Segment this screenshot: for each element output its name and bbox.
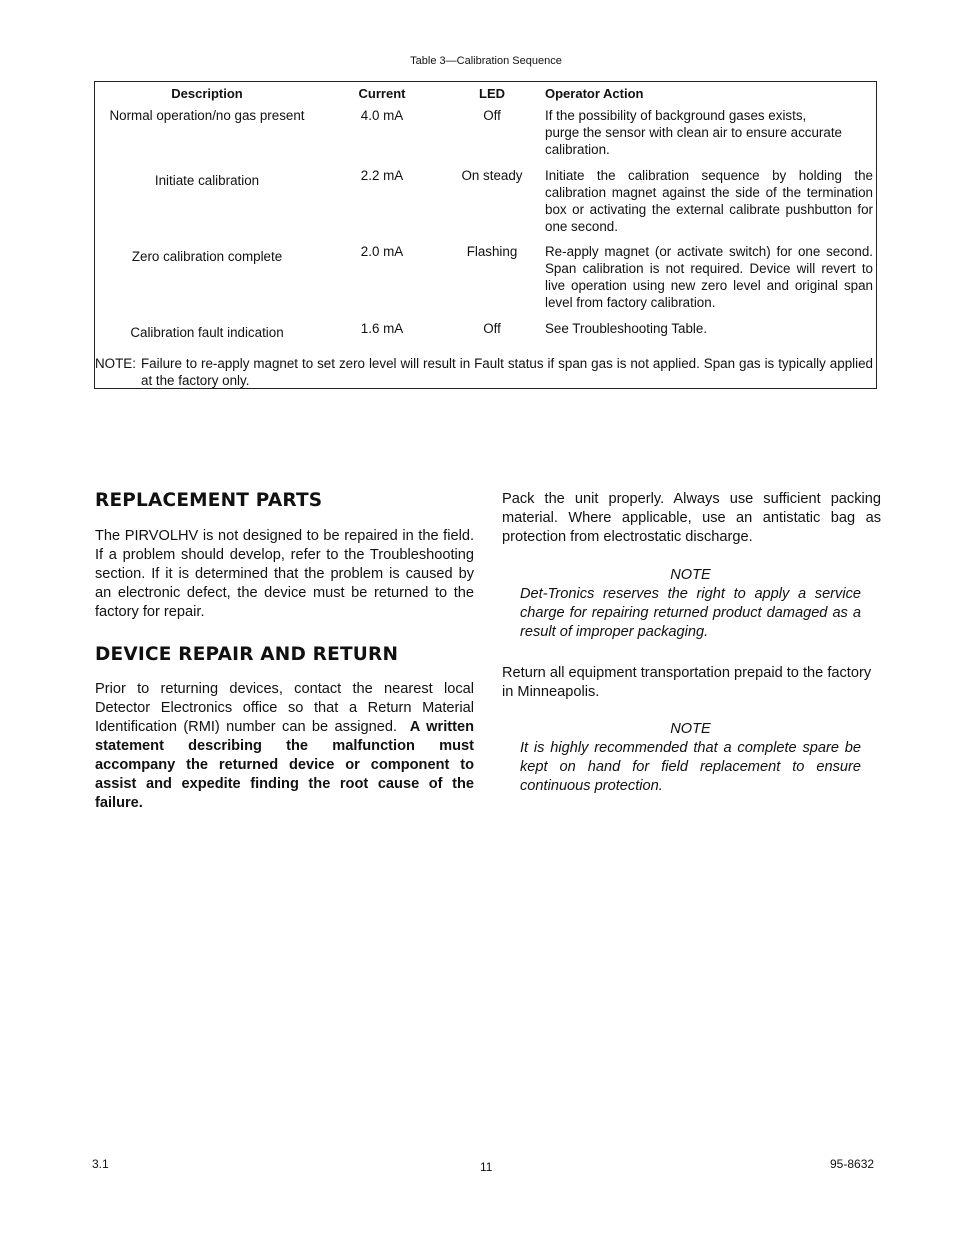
footer-document-number: 95-8632 xyxy=(830,1157,875,1171)
row1-action-line: calibration. xyxy=(545,142,610,157)
row1-led: Off xyxy=(483,108,501,123)
device-repair-bold-text: A written statement describing the malfunction must accompany the returned device or component to assist and expedite finding the root cause of the failure. xyxy=(95,719,475,811)
row1-operator-action xyxy=(545,107,873,158)
note-spare xyxy=(520,720,861,796)
row1-description: Normal operation/no gas present xyxy=(109,108,305,123)
note-body: Det-Tronics reserves the right to apply a service charge for repairing returned product damaged as a result of improper packaging. xyxy=(520,586,861,640)
note-packaging xyxy=(520,566,861,642)
row2-current: 2.2 mA xyxy=(360,168,404,183)
device-repair-text: Prior to returning devices, contact the nearest local Detector Electronics office so that a Return Material Identification (RMI) number can be assigned. xyxy=(95,681,474,735)
note-body: It is highly recommended that a complete spare be kept on hand for field replacement to ensure continuous protection. xyxy=(520,740,861,794)
return-paragraph: Return all equipment transportation prepaid to the factory in Minneapolis. xyxy=(502,665,872,700)
note-title: NOTE xyxy=(670,721,711,737)
table-note-label: NOTE: xyxy=(95,356,136,371)
packing-paragraph: Pack the unit properly. Always use sufficient packing material. Where applicable, use an antistatic bag as protection from electrostatic discharge. xyxy=(502,491,881,545)
row1-action-line: If the possibility of background gases exists, xyxy=(545,108,807,123)
row3-operator-action: Re-apply magnet (or activate switch) for one second. Span calibration is not required. Device will revert to live operation using new zero level and original span level from factory calibration. xyxy=(545,244,873,310)
footer-page-number: 11 xyxy=(480,1160,493,1174)
calibration-sequence-table xyxy=(94,81,877,389)
header-description: Description xyxy=(171,86,243,101)
replacement-parts-heading: REPLACEMENT PARTS xyxy=(95,490,323,511)
header-led: LED xyxy=(479,86,505,101)
row3-description: Zero calibration complete xyxy=(131,249,283,264)
device-repair-heading: DEVICE REPAIR AND RETURN xyxy=(95,644,399,665)
header-operator-action: Operator Action xyxy=(545,86,644,101)
row2-led: On steady xyxy=(461,168,523,183)
row3-current: 2.0 mA xyxy=(360,244,404,259)
device-repair-body xyxy=(95,680,474,813)
row4-description: Calibration fault indication xyxy=(130,325,284,340)
note-title: NOTE xyxy=(670,567,711,583)
row4-current: 1.6 mA xyxy=(360,321,404,336)
row1-current: 4.0 mA xyxy=(360,108,404,123)
replacement-parts-body: The PIRVOLHV is not designed to be repaired in the field. If a problem should develop, refer to the Troubleshooting section. If it is determined that the problem is caused by an electronic defect, the device must be returned to the factory for repair. xyxy=(95,528,474,620)
row4-operator-action: See Troubleshooting Table. xyxy=(545,321,708,336)
row1-action-line: purge the sensor with clean air to ensure accurate xyxy=(545,125,842,140)
row2-operator-action: Initiate the calibration sequence by holding the calibration magnet against the side of the termination box or activating the external calibrate pushbutton for one second. xyxy=(545,168,873,234)
table-note-text: Failure to re-apply magnet to set zero level will result in Fault status if span gas is not applied. Span gas is typically applied at the factory only. xyxy=(141,356,873,388)
footer-revision: 3.1 xyxy=(92,1157,109,1171)
header-current: Current xyxy=(358,86,406,101)
row2-description: Initiate calibration xyxy=(154,173,260,188)
row3-led: Flashing xyxy=(466,244,518,259)
row4-led: Off xyxy=(483,321,501,336)
table-caption: Table 3—Calibration Sequence xyxy=(410,55,562,67)
